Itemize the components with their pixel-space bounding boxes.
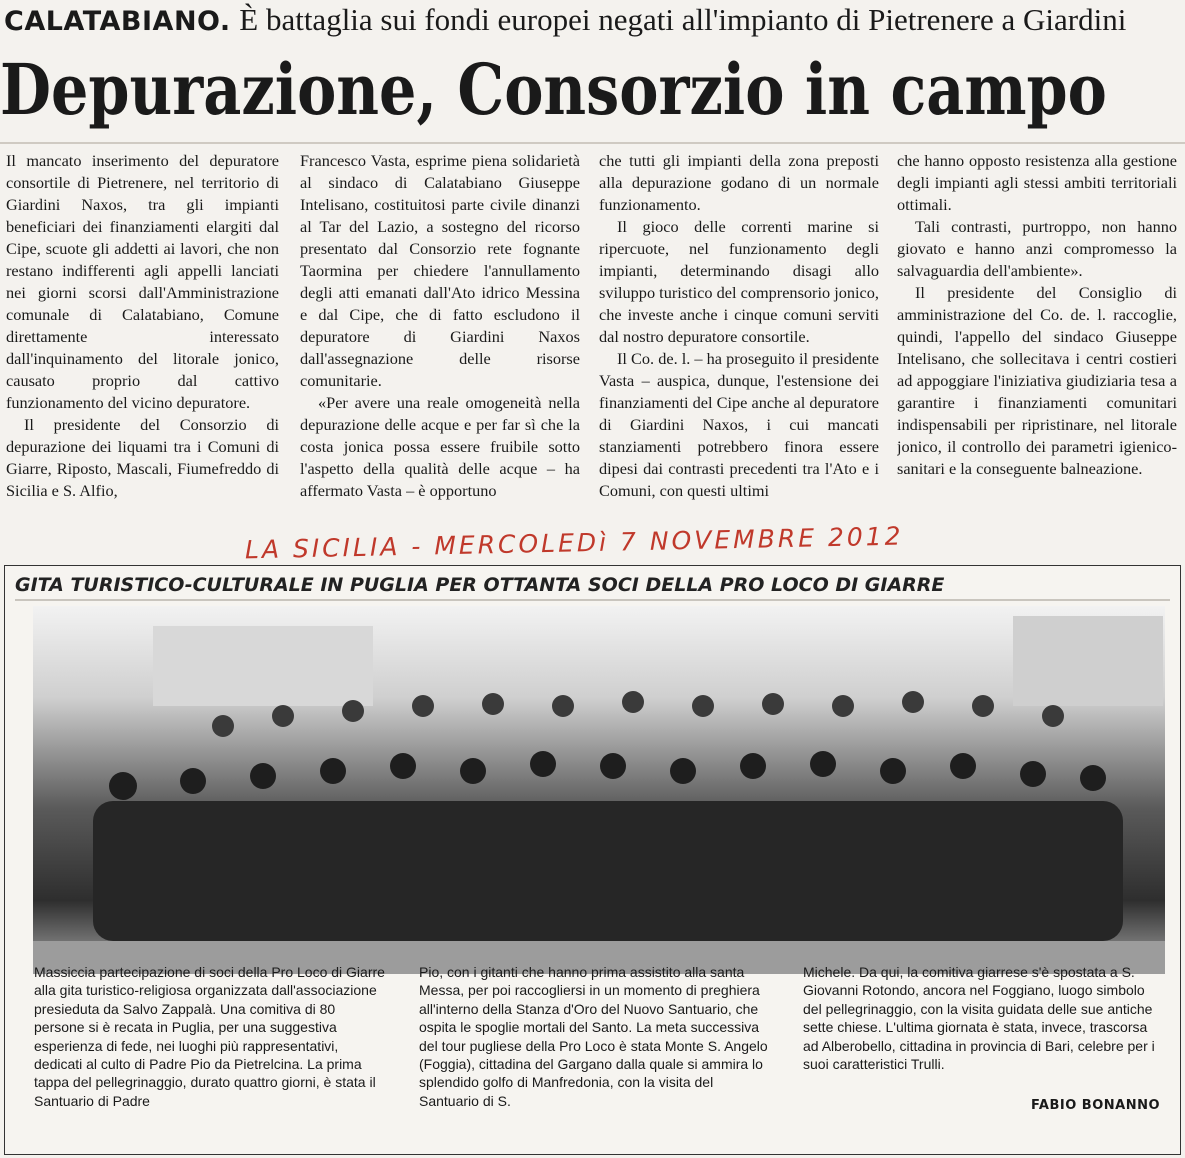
paragraph: che tutti gli impianti della zona preposti alla depurazione godano di un normale funzionamento. — [599, 151, 879, 214]
caption-column-3: Michele. Da qui, la comitiva giarrese s'è spostata a S. Giovanni Rotondo, ancora nel Foggiano, luogo simbolo del pellegrinaggio, con la visita guidata delle sue antiche sette chiese. L'ultima giornata è stata, invece, trascorsa ad Alberobello, cittadina in provincia di Bari, celebre per i suoi caratteristici Trulli. — [803, 964, 1155, 1073]
caption-column-2: Pio, con i gitanti che hanno prima assistito alla santa Messa, per poi raccogliersi in un momento di preghiera all'interno della Stanza d'Oro del Nuovo Santuario, che ospita le spoglie mortali del Santo. La meta successiva del tour pugliese della Pro Loco è stata Monte S. Angelo (Foggia), cittadina del Gargano dalla quale si ammira lo splendido golfo di Manfredonia, con la visita del Santuario di S. — [419, 964, 768, 1109]
paragraph: «Per avere una reale omogeneità nella depurazione delle acque e per far sì che la costa jonica possa essere fruibile sotto l'aspetto della qualità delle acque – ha affermato Vasta – è opportuno — [300, 393, 580, 500]
box-divider — [15, 599, 1170, 601]
paragraph: Il presidente del Consorzio di depurazione dei liquami tra i Comuni di Giarre, Riposto, Mascali, Fiumefreddo di Sicilia e S. Alfio, — [6, 415, 279, 500]
article-column-4 — [897, 150, 1177, 532]
paragraph: che hanno opposto resistenza alla gestione degli impianti agli stessi ambiti territoriali ottimali. — [897, 151, 1177, 214]
paragraph: Il presidente del Consiglio di amministrazione del Co. de. l. raccoglie, quindi, l'appello del sindaco Giuseppe Intelisano, che sollecitava i centri costieri ad appoggiare l'iniziativa giudiziaria tesa a garantire i finanziamenti comunitari indispensabili per ripristinare, nel litorale jonico, il controllo dei parametri igienico-sanitari e la conseguente balneazione. — [897, 283, 1177, 478]
headline: Depurazione, Consorzio in campo — [0, 48, 1107, 131]
paragraph: Francesco Vasta, esprime piena solidarietà al sindaco di Calatabiano Giuseppe Intelisano, costituitosi parte civile dinanzi al Tar del Lazio, a sostegno del ricorso presentato dal Consorzio rete fognante Taormina per chiedere l'annullamento degli atti emanati dall'Ato idrico Messina e dal Cipe, che di fatto escludono il depuratore di Giardini Naxos dall'assegnazione delle risorse comunitarie. — [300, 151, 580, 390]
handwritten-note: LA SICILIA - MERCOLEDì 7 NOVEMBRE 2012 — [244, 521, 904, 565]
photo-feature-box — [4, 565, 1181, 1155]
paragraph: Il gioco delle correnti marine si ripercuote, nel funzionamento degli impianti, determinando disagi allo sviluppo turistico del comprensorio jonico, che investe anche i cinque comuni serviti dal nostro depuratore consortile. — [599, 217, 879, 346]
kicker-place: CALATABIANO. — [4, 6, 231, 37]
paragraph: Il mancato inserimento del depuratore consortile di Pietrenere, nel territorio di Giardini Naxos, tra gli impianti beneficiari dei finanziamenti elargiti dal Cipe, scuote gli addetti ai lavori, che non restano indifferenti agli appelli lanciati nei giorni scorsi dall'Amministrazione comunale di Calatabiano, Comune direttamente interessato dall'inquinamento del litorale jonico, causato proprio dal cattivo funzionamento del vicino depuratore. — [6, 151, 279, 412]
paragraph: Il Co. de. l. – ha proseguito il presidente Vasta – auspica, dunque, l'estensione dei finanziamenti del Cipe anche al depuratore di Giardini Naxos, i cui mancati stanziamenti potrebbero finora essere dipesi dai contrasti precedenti tra l'Ato e i Comuni, con questi ultimi — [599, 349, 879, 500]
article-column-1 — [6, 150, 279, 532]
paragraph: Tali contrasti, purtroppo, non hanno giovato e hanno anzi compromesso la salvaguardia dell'ambiente». — [897, 217, 1177, 280]
kicker — [4, 2, 1181, 38]
article-column-3 — [599, 150, 879, 532]
kicker-subtitle: È battaglia sui fondi europei negati all'impianto di Pietrenere a Giardini — [239, 2, 1127, 37]
article-column-2 — [300, 150, 580, 532]
caption-column-1: Massiccia partecipazione di soci della Pro Loco di Giarre alla gita turistico-religiosa organizzata dall'associazione presieduta da Salvo Zappalà. Una comitiva di 80 persone si è recata in Puglia, per una suggestiva esperienza di fede, nei luoghi più rappresentativi, dedicati al culto di Padre Pio da Pietrelcina. La prima tappa del pellegrinaggio, durato quattro giorni, è stata il Santuario di Padre — [34, 964, 385, 1109]
group-photo — [33, 606, 1165, 974]
box-title: GITA TURISTICO-CULTURALE IN PUGLIA PER OTTANTA SOCI DELLA PRO LOCO DI GIARRE — [15, 574, 945, 596]
group-photo-illustration — [33, 606, 1165, 974]
divider — [0, 142, 1185, 144]
byline: FABIO BONANNO — [1031, 1098, 1160, 1113]
